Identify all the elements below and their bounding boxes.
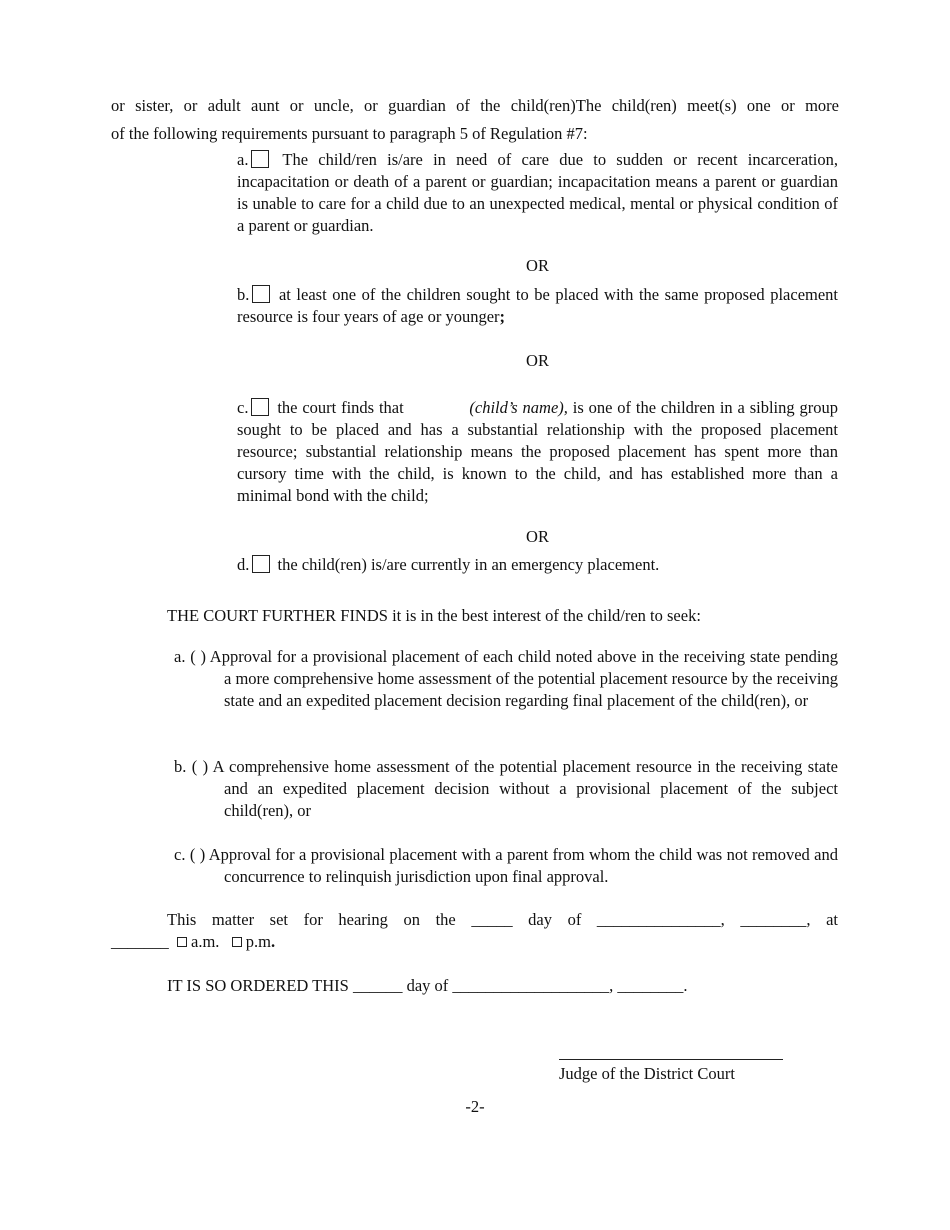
page-number: -2- [465,1097,485,1116]
judge-title: Judge of the District Court [559,1064,735,1083]
hearing-line-2 [111,931,511,953]
option-b-label[interactable]: b. ( ) [174,757,209,776]
or-separator-3: OR [526,527,549,546]
or-separator-2: OR [526,351,549,370]
option-c-text: Approval for a provisional placement with a parent from whom the child was not removed and concurrence to relinquish jurisdiction upon final approval. [208,845,838,886]
am-label: a.m. [191,932,220,951]
pm-checkbox[interactable] [232,937,242,947]
requirement-b-checkbox[interactable] [252,285,270,303]
option-c-label[interactable]: c. ( ) [174,845,206,864]
requirement-c-label: c. [237,398,249,417]
child-name-placeholder: (child’s name), [469,398,568,417]
requirement-d-label: d. [237,555,250,574]
requirement-a [237,149,838,237]
requirement-d-text: the child(ren) is/are currently in an emergency placement. [277,555,660,574]
option-a [174,646,838,712]
pm-label: p.m [245,932,272,951]
requirement-b-text: at least one of the children sought to be placed with the same proposed placement resource is four years of age or younger [237,285,839,326]
option-c [174,844,838,888]
requirement-a-checkbox[interactable] [251,150,269,168]
further-finds-heading: THE COURT FURTHER FINDS it is in the best interest of the child/ren to seek: [167,606,701,625]
intro-line-2: of the following requirements pursuant to paragraph 5 of Regulation #7: [111,124,588,143]
requirement-c [237,397,838,507]
requirement-b-label: b. [237,285,250,304]
requirement-d [237,554,838,576]
requirement-b [237,284,838,328]
requirement-c-text: is one of the children in a sibling group sought to be placed and has a substantial relationship with the proposed placement resource; substantial relationship means the proposed placement has spent more than cursory time with the child, is known to the child, and has established more than a minimal bond with the child; [237,398,838,505]
requirement-c-pre: the court finds that [277,398,404,417]
am-checkbox[interactable] [177,937,187,947]
signature-line [559,1059,783,1060]
hearing-end: . [271,932,276,951]
option-a-text: Approval for a provisional placement of each child noted above in the receiving state pending a more comprehensive home assessment of the potential placement resource by the receiving state and an expedited placement decision regarding final placement of the child(ren), or [209,647,838,710]
or-separator-1: OR [526,256,549,275]
requirement-c-checkbox[interactable] [251,398,269,416]
hearing-time-blank: _______ [111,932,169,951]
requirement-b-end: ; [499,307,506,326]
requirement-d-checkbox[interactable] [252,555,270,573]
intro-paragraph [111,92,839,148]
requirement-a-label: a. [237,150,249,169]
option-b [174,756,838,822]
intro-line-1: or sister, or adult aunt or uncle, or guardian of the child(ren)The child(ren) meet(s) one or more [111,96,839,115]
option-b-text: A comprehensive home assessment of the potential placement resource in the receiving state and an expedited placement decision without a provisional placement of the subject child(ren), or [212,757,839,820]
hearing-line-1: This matter set for hearing on the _____ day of _______________, ________, at [167,910,838,929]
option-a-label[interactable]: a. ( ) [174,647,206,666]
requirement-a-text: The child/ren is/are in need of care due to sudden or recent incarceration, incapacitation or death of a parent or guardian; incapacitation means a parent or guardian is unable to care for a child due to an unexpected medical, mental or physical condition of a parent or guardian. [237,150,839,235]
so-ordered-line: IT IS SO ORDERED THIS ______ day of ___________________, ________. [167,976,688,995]
